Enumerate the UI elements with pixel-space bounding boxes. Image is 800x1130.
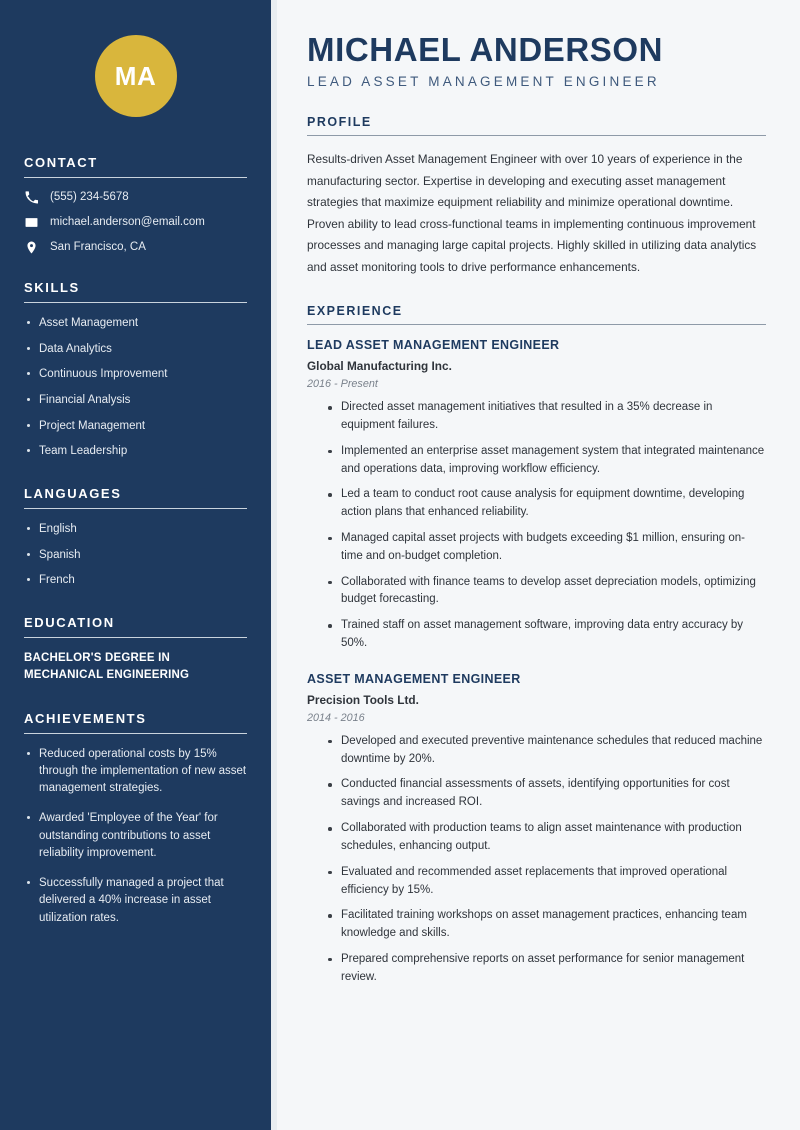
experience-role: LEAD ASSET MANAGEMENT ENGINEER [307, 338, 560, 353]
achievements-list [24, 746, 247, 927]
list-item: Collaborated with production teams to align asset maintenance with production schedules, enhancing output. [327, 820, 766, 856]
skills-heading: SKILLS [24, 280, 80, 295]
languages-divider [24, 508, 247, 509]
languages-list [24, 521, 247, 589]
education-divider [24, 637, 247, 638]
list-item: Financial Analysis [24, 392, 247, 409]
sidebar-section-education [24, 615, 247, 685]
experience-bullets [307, 733, 766, 987]
list-item: Prepared comprehensive reports on asset performance for senior management review. [327, 951, 766, 987]
languages-heading: LANGUAGES [24, 486, 122, 502]
contact-item-location[interactable] [24, 240, 247, 254]
avatar: MA [95, 35, 177, 117]
sidebar [0, 0, 277, 1130]
page-title: MICHAEL ANDERSON [307, 31, 664, 68]
experience-bullets [307, 399, 766, 653]
experience-company: Precision Tools Ltd. [307, 692, 419, 707]
education-heading: EDUCATION [24, 615, 115, 631]
profile-text: Results-driven Asset Management Engineer with over 10 years of experience in the manufacturing sector. Expertise in developing and executing asset management strategies that maximize equipment reliability and minimize operational downtime. Proven ability to lead cross-functional teams in implementing continuous improvement processes and managing large capital projects. Highly skilled in utilizing data analytics and asset monitoring tools to drive performance enhancements. [307, 152, 757, 274]
experience-company: Global Manufacturing Inc. [307, 359, 452, 374]
list-item: Evaluated and recommended asset replacements that improved operational efficiency by 15%. [327, 864, 766, 900]
section-profile [307, 115, 766, 278]
profile-heading: PROFILE [307, 115, 372, 130]
contact-heading: CONTACT [24, 155, 98, 170]
contact-item-email[interactable] [24, 215, 247, 229]
list-item: Directed asset management initiatives that resulted in a 35% decrease in equipment failures. [327, 399, 766, 435]
list-item: Awarded 'Employee of the Year' for outstanding contributions to asset reliability improvement. [24, 810, 247, 862]
list-item: Successfully managed a project that delivered a 40% increase in asset utilization rates. [24, 875, 247, 927]
contact-location-value: San Francisco, CA [50, 241, 146, 253]
avatar-container [24, 0, 247, 155]
list-item: Led a team to conduct root cause analysis for equipment downtime, developing action plans that enhanced reliability. [327, 486, 766, 522]
profile-divider [307, 135, 766, 136]
education-degree: BACHELOR'S DEGREE IN MECHANICAL ENGINEERING [24, 652, 190, 682]
achievements-divider [24, 733, 247, 734]
experience-divider [307, 324, 766, 325]
list-item: Asset Management [24, 315, 247, 332]
experience-entry [307, 338, 766, 653]
experience-role: ASSET MANAGEMENT ENGINEER [307, 671, 521, 686]
phone-icon [24, 190, 38, 204]
list-item: Team Leadership [24, 443, 247, 460]
experience-dates: 2014 - 2016 [307, 711, 365, 724]
experience-entry [307, 672, 766, 987]
list-item: Managed capital asset projects with budgets exceeding $1 million, ensuring on-time and on-budget completion. [327, 530, 766, 566]
list-item: Project Management [24, 418, 247, 435]
list-item: Conducted financial assessments of assets, identifying opportunities for cost savings and increased ROI. [327, 776, 766, 812]
list-item: Spanish [24, 547, 247, 564]
email-icon [24, 215, 38, 229]
section-experience [307, 304, 766, 987]
list-item: Continuous Improvement [24, 366, 247, 383]
list-item: Collaborated with finance teams to develop asset depreciation models, optimizing budget forecasting. [327, 574, 766, 610]
location-pin-icon [24, 240, 38, 254]
skills-divider [24, 302, 247, 303]
contact-email-value: michael.anderson@email.com [50, 216, 205, 228]
sidebar-section-achievements [24, 711, 247, 927]
list-item: Reduced operational costs by 15% through the implementation of new asset management strategies. [24, 746, 247, 798]
main-content [277, 0, 800, 1130]
list-item: Developed and executed preventive maintenance schedules that reduced machine downtime by 20%. [327, 733, 766, 769]
experience-heading: EXPERIENCE [307, 304, 403, 319]
list-item: Trained staff on asset management software, improving data entry accuracy by 50%. [327, 617, 766, 653]
list-item: English [24, 521, 247, 538]
job-title-subtitle: LEAD ASSET MANAGEMENT ENGINEER [307, 74, 660, 90]
sidebar-section-skills [24, 280, 247, 460]
list-item: Data Analytics [24, 341, 247, 358]
contact-item-phone[interactable] [24, 190, 247, 204]
skills-list [24, 315, 247, 460]
achievements-heading: ACHIEVEMENTS [24, 710, 147, 726]
sidebar-section-languages [24, 486, 247, 589]
list-item: Implemented an enterprise asset management system that integrated maintenance and operations data, improving workflow efficiency. [327, 443, 766, 479]
list-item: French [24, 572, 247, 589]
sidebar-section-contact [24, 155, 247, 254]
list-item: Facilitated training workshops on asset management practices, enhancing team knowledge and skills. [327, 907, 766, 943]
experience-dates: 2016 - Present [307, 378, 378, 391]
contact-divider [24, 177, 247, 178]
contact-phone-value: (555) 234-5678 [50, 191, 129, 203]
